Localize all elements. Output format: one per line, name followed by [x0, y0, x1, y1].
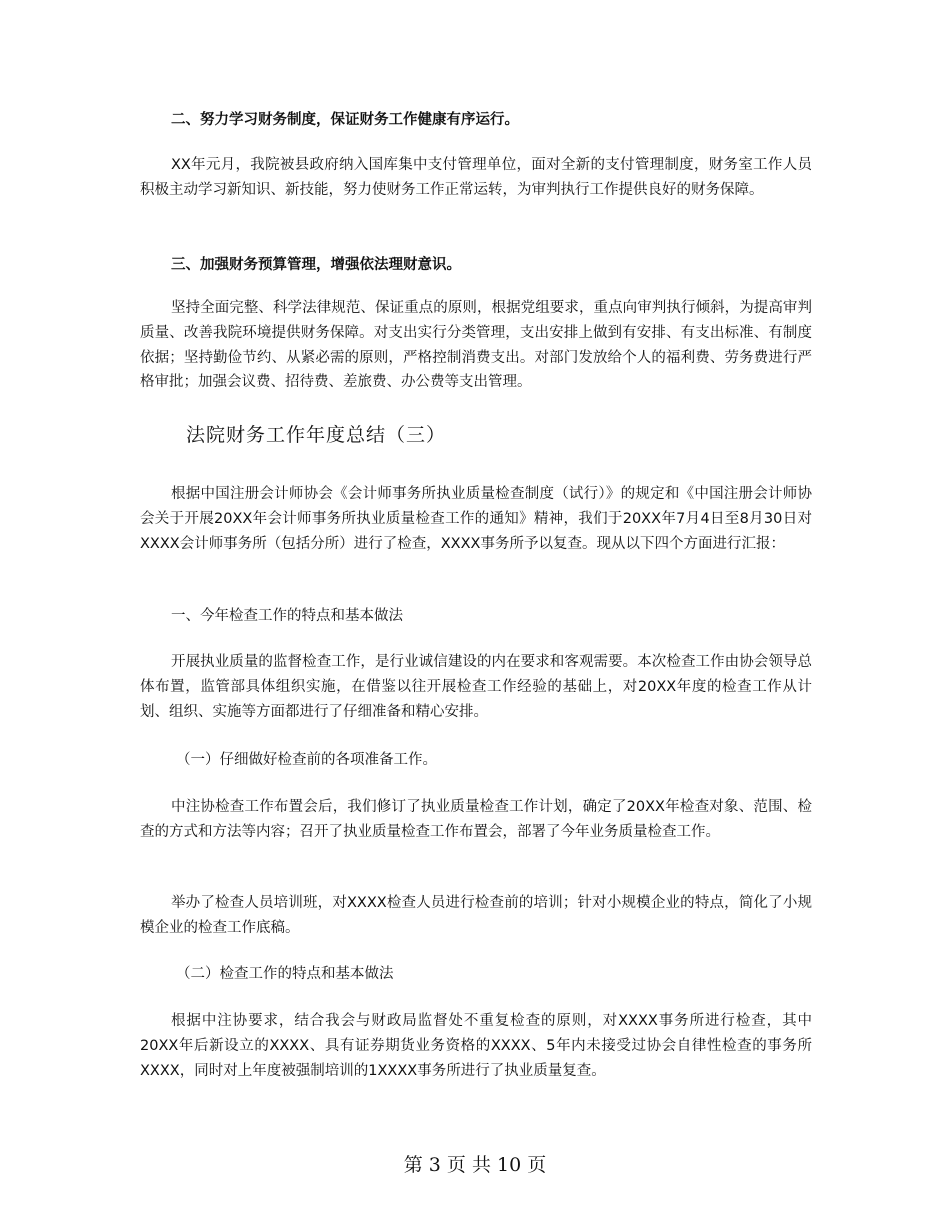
- section-heading-2: 二、努力学习财务制度，保证财务工作健康有序运行。: [171, 112, 519, 128]
- document-title: 法院财务工作年度总结（三）: [186, 424, 447, 446]
- section-heading-inspection: 一、今年检查工作的特点和基本做法: [171, 608, 403, 624]
- subsection-heading-1: （一）仔细做好检查前的各项准备工作。: [176, 752, 437, 768]
- paragraph-inspection-overview: 开展执业质量的监督检查工作，是行业诚信建设的内在要求和客观需要。本次检查工作由协会领导总体布置，监管部具体组织实施，在借鉴以往开展检查工作经验的基础上，对20XX年度的检查工作从计划、组织、实施等方面都进行了仔细准备和精心安排。: [140, 654, 812, 720]
- paragraph-training: 举办了检查人员培训班，对XXXX检查人员进行检查前的培训；针对小规模企业的特点，简化了小规模企业的检查工作底稿。: [140, 895, 812, 936]
- paragraph-budget-system: XX年元月，我院被县政府纳入国库集中支付管理单位，面对全新的支付管理制度，财务室工作人员积极主动学习新知识、新技能，努力使财务工作正常运转，为审判执行工作提供良好的财务保障。: [140, 157, 812, 198]
- paragraph-inspection-scope: 根据中注协要求，结合我会与财政局监督处不重复检查的原则，对XXXX事务所进行检查，其中20XX年后新设立的XXXX、具有证券期货业务资格的XXXX、5年内未接受过协会自律性检查的事务所XXXX，同时对上年度被强制培训的1XXXX事务所进行了执业质量复查。: [140, 1013, 812, 1079]
- subsection-heading-2: （二）检查工作的特点和基本做法: [176, 966, 394, 982]
- section-heading-3: 三、加强财务预算管理，增强依法理财意识。: [171, 257, 461, 273]
- page-number-footer: 第 3 页 共 10 页: [403, 1154, 547, 1176]
- paragraph-budget-management: 坚持全面完整、科学法律规范、保证重点的原则，根据党组要求，重点向审判执行倾斜，为提高审判质量、改善我院环境提供财务保障。对支出实行分类管理，支出安排上做到有安排、有支出标准、有制度依据；坚持勤俭节约、从紧必需的原则，严格控制消费支出。对部门发放给个人的福利费、劳务费进行严格审批；加强会议费、招待费、差旅费、办公费等支出管理。: [140, 300, 812, 391]
- paragraph-intro: 根据中国注册会计师协会《会计师事务所执业质量检查制度（试行）》的规定和《中国注册会计师协会关于开展20XX年会计师事务所执业质量检查工作的通知》精神，我们于20XX年7月4日至8月30日对XXXX会计师事务所（包括分所）进行了检查，XXXX事务所予以复查。现从以下四个方面进行汇报：: [140, 486, 812, 552]
- paragraph-preparation: 中注协检查工作布置会后，我们修订了执业质量检查工作计划，确定了20XX年检查对象、范围、检查的方式和方法等内容；召开了执业质量检查工作布置会，部署了今年业务质量检查工作。: [140, 799, 812, 840]
